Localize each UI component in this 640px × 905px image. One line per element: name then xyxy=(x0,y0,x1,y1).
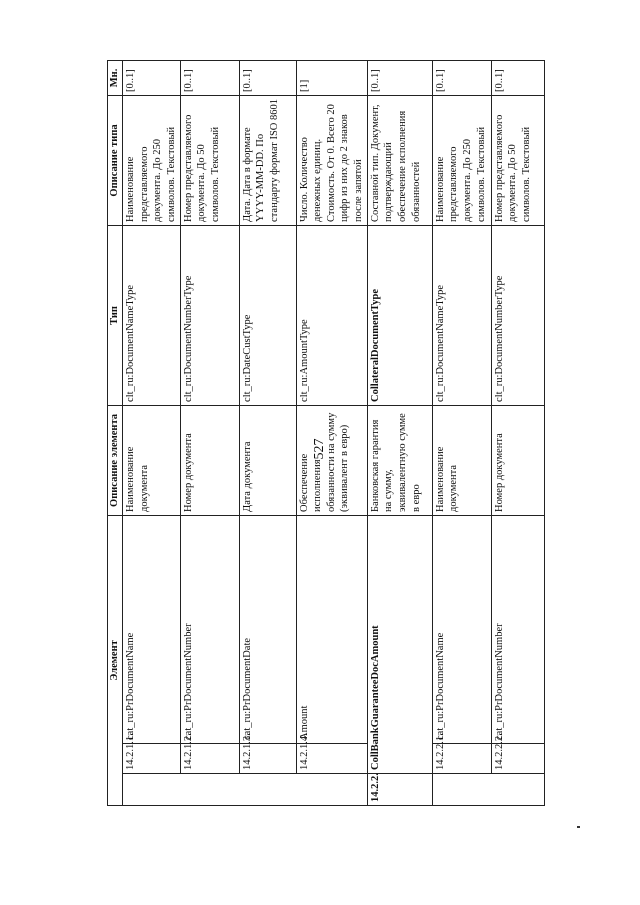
table-row xyxy=(180,60,239,805)
table-row xyxy=(367,60,432,805)
row-number: 14.2.2. xyxy=(367,774,432,806)
row-element-desc: Банковская гарантия на сумму, эквивалентную сумме в евро xyxy=(367,405,432,515)
header-type-desc: Описание типа xyxy=(108,95,123,225)
row-element: cat_ru:PrDocumentName xyxy=(123,515,181,743)
row-element: cat_ru:PrDocumentNumber xyxy=(491,515,544,743)
row-mn: [0..1] xyxy=(180,60,239,95)
row-element-desc: Обеспечение исполнения обязанности на сумму (эквивалент в евро) xyxy=(296,405,367,515)
row-element-desc: Номер документа xyxy=(180,405,239,515)
row-mn: [0..1] xyxy=(239,60,296,95)
table-row xyxy=(432,60,491,805)
row-number: 14.2.1.1. xyxy=(123,744,181,774)
row-number: 14.2.2.2. xyxy=(491,744,544,774)
row-mn: [0..1] xyxy=(123,60,181,95)
row-type-desc: Наименование представляемого документа. До 250 символов. Текстовый xyxy=(123,95,181,225)
row-type: clt_ru:DocumentNameType xyxy=(432,225,491,405)
row-type: clt_ru:DateCustType xyxy=(239,225,296,405)
row-type: clt_ru:AmountType xyxy=(296,225,367,405)
row-type-desc: Число. Количество денежных единиц. Стоимость. От 0. Всего 20 цифр из них до 2 знаков после запятой xyxy=(296,95,367,225)
header-mn: Мн. xyxy=(108,60,123,95)
row-mn: [0..1] xyxy=(491,60,544,95)
table-header-row xyxy=(108,60,123,805)
schema-table xyxy=(107,60,545,806)
row-element: cat_ru:PrDocumentName xyxy=(432,515,491,743)
row-type: CollateralDocumentType xyxy=(367,225,432,405)
table-row xyxy=(296,60,367,805)
table-row xyxy=(123,60,181,805)
row-element-desc: Наименование документа xyxy=(432,405,491,515)
indent-cell xyxy=(432,774,544,806)
row-element-desc: Наименование документа xyxy=(123,405,181,515)
table-row xyxy=(239,60,296,805)
row-mn: [0..1] xyxy=(367,60,432,95)
table-row xyxy=(491,60,544,805)
header-type: Тип xyxy=(108,225,123,405)
row-type: clt_ru:DocumentNameType xyxy=(123,225,181,405)
row-element: cat_ru:PrDocumentNumber xyxy=(180,515,239,743)
row-type-desc: Номер представляемого документа. До 50 символов. Текстовый xyxy=(180,95,239,225)
page-number: 527 xyxy=(312,438,327,460)
row-type-desc: Номер представляемого документа. До 50 символов. Текстовый xyxy=(491,95,544,225)
row-type-desc: Дата. Дата в формате YYYY-MM-DD. По стандарту формат ISO 8601 xyxy=(239,95,296,225)
row-mn: [0..1] xyxy=(432,60,491,95)
row-number: 14.2.1.4. xyxy=(296,744,367,774)
row-element-desc: Номер документа xyxy=(491,405,544,515)
row-type-desc: Наименование представляемого документа. До 250 символов. Текстовый xyxy=(432,95,491,225)
row-number: 14.2.2.1. xyxy=(432,744,491,774)
row-element-desc: Дата документа xyxy=(239,405,296,515)
row-number: 14.2.1.3. xyxy=(239,744,296,774)
row-type-desc: Составной тип. Документ, подтверждающий обеспечение исполнения обязанностей xyxy=(367,95,432,225)
header-element-desc: Описание элемента xyxy=(108,405,123,515)
row-number: 14.2.1.2. xyxy=(180,744,239,774)
row-type: clt_ru:DocumentNumberType xyxy=(180,225,239,405)
indent-cell xyxy=(123,774,368,806)
row-element: cat_ru:PrDocumentDate xyxy=(239,515,296,743)
header-element: Элемент xyxy=(108,515,123,805)
row-element: Amount xyxy=(296,515,367,743)
scan-mark xyxy=(577,826,580,828)
row-mn: [1] xyxy=(296,60,367,95)
row-type: clt_ru:DocumentNumberType xyxy=(491,225,544,405)
rotated-table-container xyxy=(107,61,533,806)
row-element: CollBankGuaranteeDocAmount xyxy=(367,515,432,773)
